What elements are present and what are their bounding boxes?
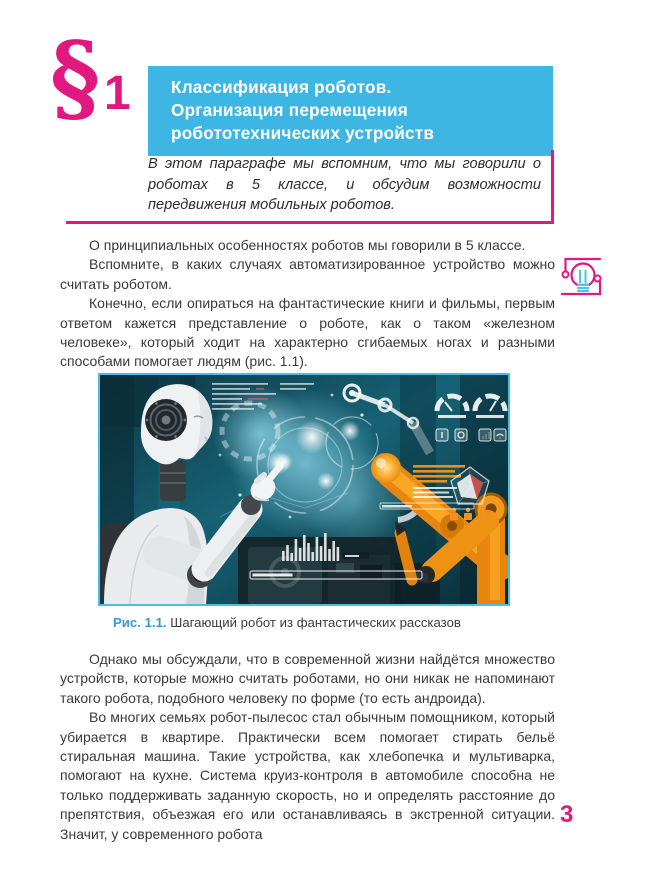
body-text-block — [60, 650, 555, 844]
paragraph: Вспомните, в каких случаях автоматизированное устройство можно считать роботом. — [60, 256, 555, 292]
section-title-box — [148, 66, 553, 156]
section-title-line: робототехнических устройств — [171, 123, 435, 143]
lightbulb-circuit-icon — [556, 244, 622, 309]
holo-mini-icons — [450, 508, 486, 520]
intro-summary-text: В этом параграфе мы вспомним, что мы говорили о роботах в 5 классе, и обсудим возможности передвижения мобильных роботов. — [148, 156, 541, 213]
section-number: 1 — [104, 67, 131, 120]
section-title-line: Организация перемещения — [171, 100, 409, 120]
paragraph: Во многих семьях робот-пылесос стал обычным помощником, который убирается в квартире. Практически всем помогает стирать бельё стиральная машина. Такие устройства, как хлебопечка и мультиварка, помогают на кухне. Система круиз-контроля в автомобиле способна не только поддерживать заданную скорость, но и определять расстояние до препятствия, объезжая его или останавливаясь в экстренной ситуации. Значит, у современного робота — [60, 709, 555, 842]
paragraph: О принципиальных особенностях роботов мы говорили в 5 классе. — [89, 237, 526, 253]
paragraph: Однако мы обсуждали, что в современной жизни найдётся множество устройств, которые можно считать роботами, но они никак не напоминают такого робота, подобного человеку по форме (то есть андроида). — [60, 651, 555, 706]
paragraph: Конечно, если опираться на фантастические книги и фильмы, первым ответом кажется представление о роботе, как о таком «железном человеке», который ходит на характерно сгибаемых ногах и разными способами помогает людям (рис. 1.1). — [60, 295, 555, 370]
figure-caption — [113, 614, 523, 631]
figure-image — [98, 373, 510, 606]
section-title-line: Классификация роботов. — [171, 77, 392, 97]
intro-box-border — [551, 150, 554, 224]
intro-box-border — [66, 221, 554, 224]
figure-caption-label: Рис. 1.1. — [113, 615, 167, 630]
figure-caption-text: Шагающий робот из фантастических рассказов — [170, 615, 461, 630]
page-number: 3 — [560, 801, 574, 828]
body-text-block — [60, 236, 555, 372]
paragraph-symbol: § — [50, 21, 101, 134]
